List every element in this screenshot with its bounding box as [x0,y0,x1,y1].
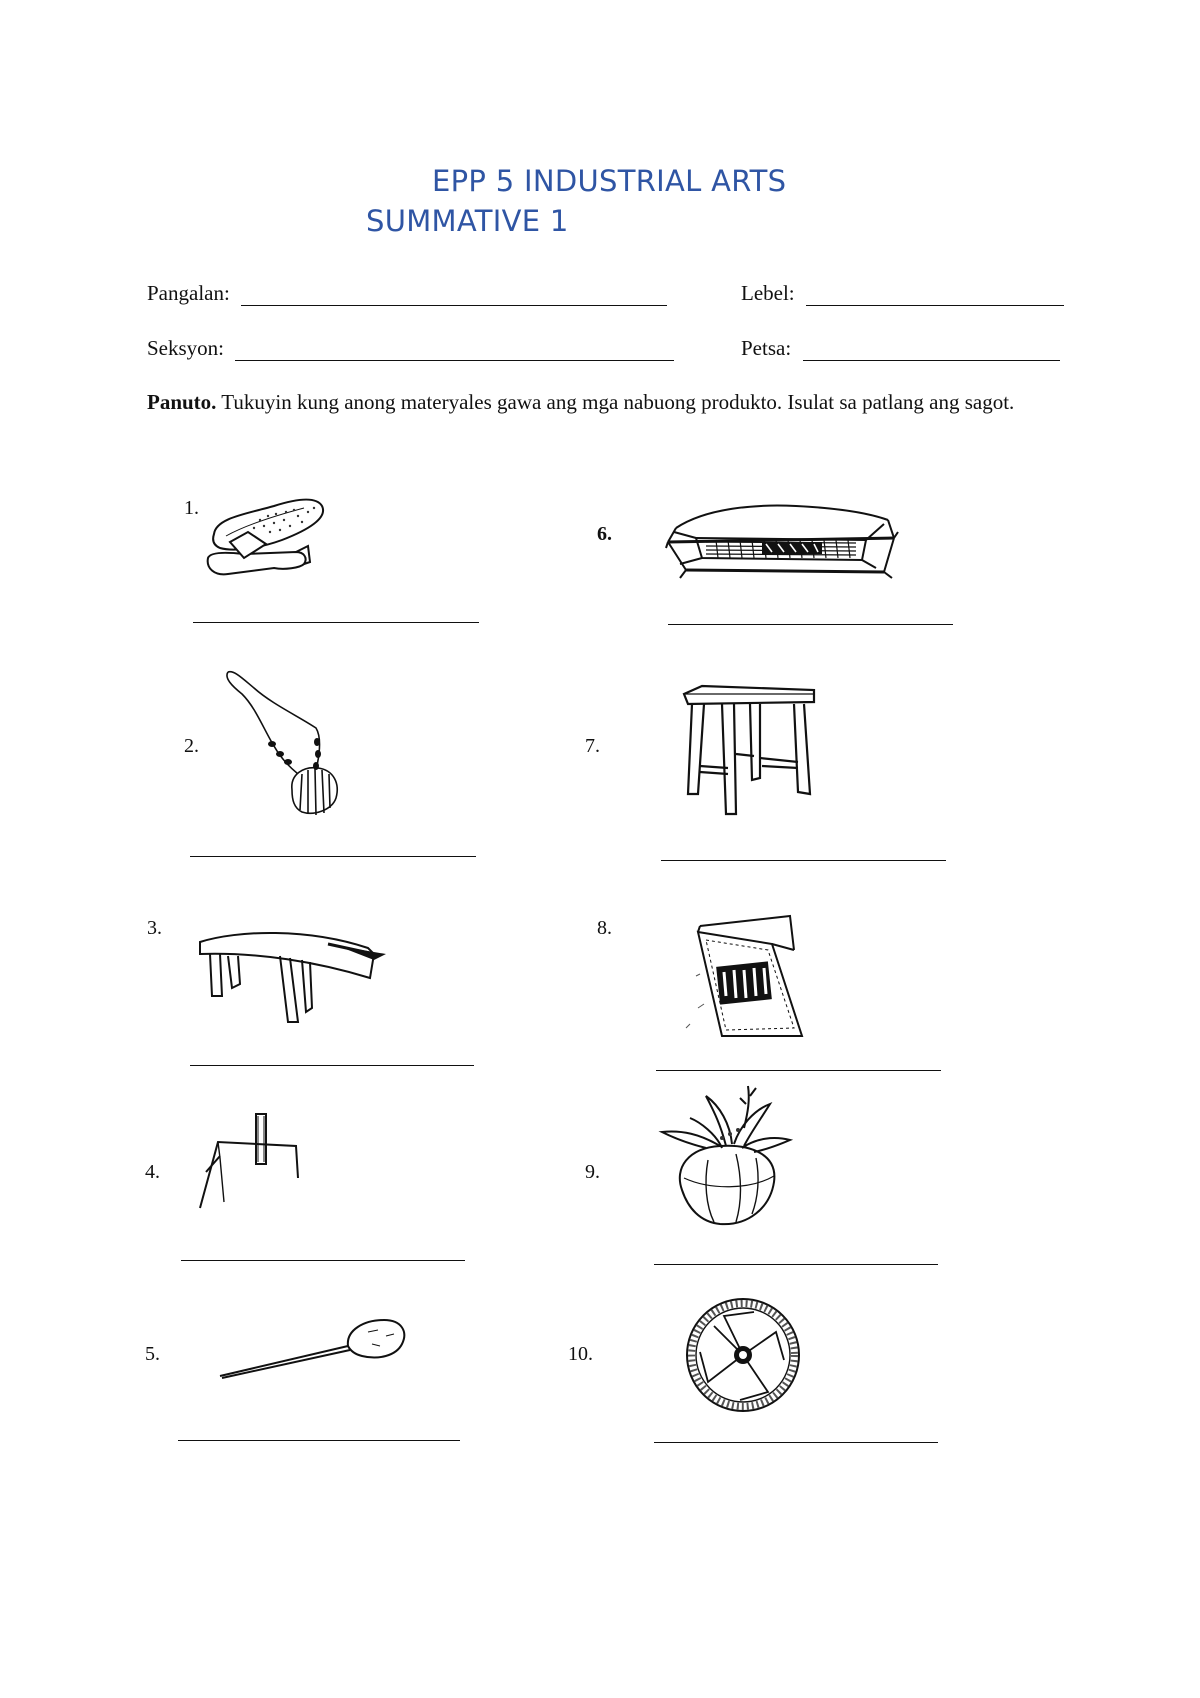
answer-blank-1[interactable] [193,622,479,623]
slipper-icon [204,496,328,580]
stool-icon [682,686,816,816]
name-line [241,305,667,306]
section-label: Seksyon: [147,336,225,360]
level-field[interactable] [741,281,795,306]
name-label: Pangalan: [147,281,230,305]
answer-blank-2[interactable] [190,856,476,857]
instructions-text: Tukuyin kung anong materyales gawa ang mga nabuong produkto. Isulat sa patlang ang sagot. [216,390,1015,414]
wall-clock-icon [684,1296,802,1414]
wooden-bench-icon [198,922,388,1028]
answer-blank-9[interactable] [654,1264,938,1265]
level-label: Lebel: [741,281,795,305]
level-line [806,305,1064,306]
answer-blank-3[interactable] [190,1065,474,1066]
answer-blank-8[interactable] [656,1070,941,1071]
shell-necklace-icon [222,668,356,840]
answer-blank-4[interactable] [181,1260,465,1261]
item-number: 6. [597,523,612,545]
item-number: 9. [585,1161,600,1183]
answer-blank-6[interactable] [668,624,953,625]
answer-blank-10[interactable] [654,1442,938,1443]
item-number: 8. [597,917,612,939]
item-number: 3. [147,917,162,939]
dustpan-icon [196,1112,300,1212]
date-line [803,360,1060,361]
worksheet-title: EPP 5 INDUSTRIAL ARTS [432,164,787,198]
section-field[interactable] [147,336,224,361]
item-number: 4. [145,1161,160,1183]
item-number: 5. [145,1343,160,1365]
coconut-planter-icon [660,1082,794,1230]
worksheet-subtitle: SUMMATIVE 1 [366,204,569,238]
answer-blank-5[interactable] [178,1440,460,1441]
name-field[interactable] [147,281,230,306]
instructions-lead: Panuto. [147,390,217,414]
answer-blank-7[interactable] [661,860,946,861]
instructions [147,388,1067,416]
spoon-icon [218,1316,408,1382]
section-line [235,360,674,361]
item-number: 1. [184,497,199,519]
date-field[interactable] [741,336,791,361]
wallet-icon [684,914,804,1046]
date-label: Petsa: [741,336,792,360]
bamboo-tray-icon [666,498,898,580]
item-number: 7. [585,735,600,757]
item-number: 10. [568,1343,593,1365]
item-number: 2. [184,735,199,757]
